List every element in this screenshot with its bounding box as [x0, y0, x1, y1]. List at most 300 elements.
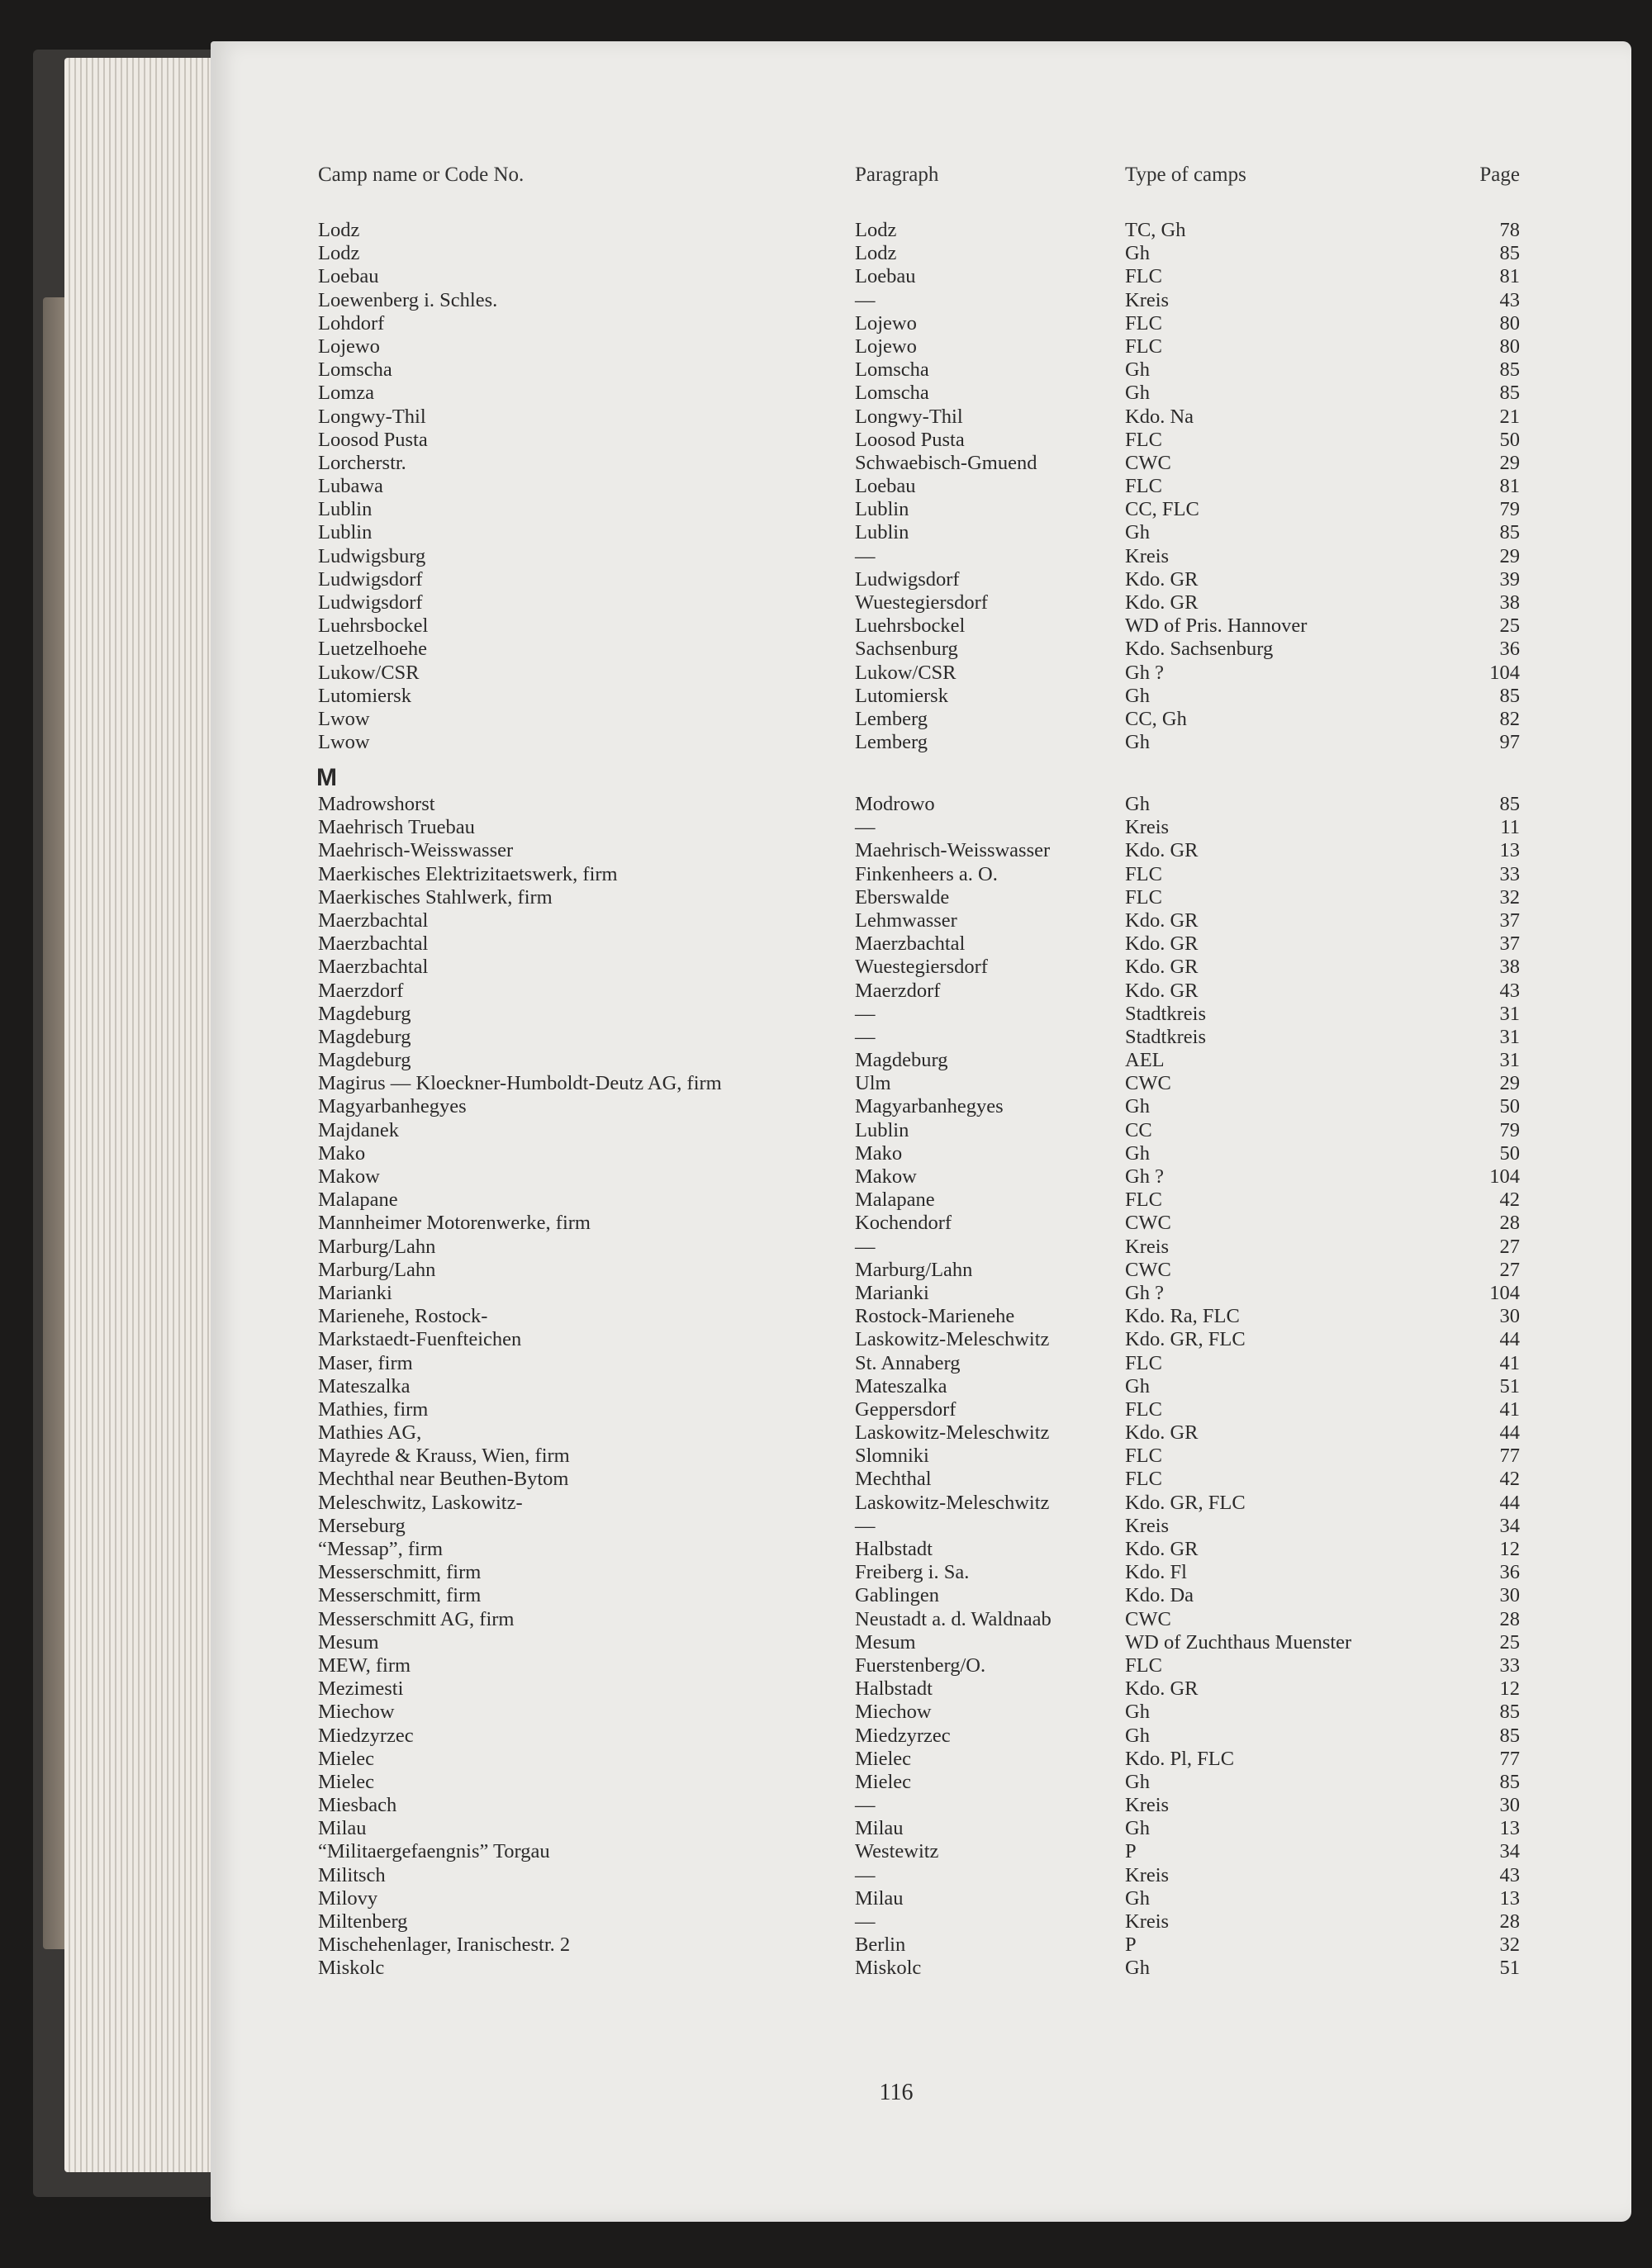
page-ref: 34: [1499, 1514, 1520, 1537]
camp-type: Gh: [1125, 1374, 1150, 1397]
index-entry: [211, 816, 1631, 839]
camp-type: Kdo. GR: [1125, 1538, 1199, 1560]
camp-name: Lomza: [318, 382, 375, 405]
index-entry: [211, 1957, 1631, 1980]
camp-type: FLC: [1125, 885, 1162, 909]
page-ref: 85: [1499, 793, 1520, 815]
paragraph: —: [855, 1002, 876, 1025]
page-ref: 41: [1499, 1351, 1520, 1374]
index-entry: [211, 1352, 1631, 1375]
paragraph: —: [855, 288, 876, 311]
camp-name: Messerschmitt, firm: [318, 1584, 482, 1607]
page-ref: 25: [1499, 1630, 1520, 1654]
camp-name: Maehrisch-Weisswasser: [318, 839, 514, 862]
camp-type: Gh ?: [1125, 1281, 1164, 1304]
camp-type: Kreis: [1125, 1235, 1170, 1258]
page-ref: 80: [1499, 311, 1520, 335]
paragraph: Lomscha: [855, 358, 929, 382]
camp-type: FLC: [1125, 1654, 1162, 1677]
camp-type: Gh: [1125, 1141, 1150, 1165]
camp-name: Lwow: [318, 707, 370, 730]
index-entry: [211, 1492, 1631, 1515]
index-entry: [211, 591, 1631, 614]
page-ref: 50: [1499, 1141, 1520, 1165]
paragraph: Luehrsbockel: [855, 614, 966, 638]
index-entry: [211, 1561, 1631, 1584]
camp-name: Magdeburg: [318, 1002, 411, 1025]
page-ref: 31: [1499, 1049, 1520, 1072]
index-entry: [211, 1398, 1631, 1421]
paragraph: Ludwigsdorf: [855, 567, 960, 591]
index-entry: [211, 219, 1631, 242]
paragraph: Magdeburg: [855, 1049, 948, 1072]
index-entry: [211, 886, 1631, 909]
page-ref: 80: [1499, 335, 1520, 358]
camp-name: Maser, firm: [318, 1351, 413, 1374]
page-ref: 85: [1499, 521, 1520, 544]
index-entry: [211, 335, 1631, 358]
camp-type: CWC: [1125, 1607, 1171, 1630]
paragraph: Sachsenburg: [855, 638, 958, 661]
page-ref: 85: [1499, 242, 1520, 265]
camp-name: Mayrede & Krauss, Wien, firm: [318, 1445, 570, 1468]
camp-type: CC, FLC: [1125, 498, 1199, 521]
paragraph: Lublin: [855, 498, 909, 521]
page-ref: 85: [1499, 1724, 1520, 1747]
index-entry: [211, 1748, 1631, 1771]
paragraph: Laskowitz-Meleschwitz: [855, 1491, 1050, 1514]
camp-name: MEW, firm: [318, 1654, 411, 1677]
camp-type: Kdo. Sachsenburg: [1125, 638, 1274, 661]
page-ref: 32: [1499, 1933, 1520, 1957]
paragraph: Maerzdorf: [855, 979, 941, 1002]
camp-name: Magirus — Kloeckner-Humboldt-Deutz AG, firm: [318, 1072, 722, 1095]
page-ref: 31: [1499, 1002, 1520, 1025]
camp-type: Gh: [1125, 1095, 1150, 1118]
page-ref: 42: [1499, 1189, 1520, 1212]
camp-name: Lomscha: [318, 358, 392, 382]
camp-name: Mathies, firm: [318, 1397, 429, 1421]
camp-name: Loosod Pusta: [318, 428, 428, 451]
section-letter-m: M: [316, 764, 337, 791]
camp-type: WD of Pris. Hannover: [1125, 614, 1308, 638]
camp-name: Lutomiersk: [318, 684, 411, 707]
paragraph: Berlin: [855, 1933, 906, 1957]
index-entry: [211, 382, 1631, 405]
camp-type: Kdo. GR, FLC: [1125, 1491, 1246, 1514]
camp-type: Gh ?: [1125, 1165, 1164, 1188]
camp-type: Kdo. GR: [1125, 956, 1199, 979]
camp-type: Kdo. Na: [1125, 405, 1194, 428]
header-camp-name: Camp name or Code No.: [318, 164, 525, 186]
page-ref: 77: [1499, 1445, 1520, 1468]
camp-type: Kreis: [1125, 1794, 1170, 1817]
camp-name: Lukow/CSR: [318, 661, 420, 684]
index-entry: [211, 1468, 1631, 1491]
paragraph: Slomniki: [855, 1445, 929, 1468]
page-ref: 85: [1499, 382, 1520, 405]
page-ref: 51: [1499, 1374, 1520, 1397]
paragraph: Maehrisch-Weisswasser: [855, 839, 1051, 862]
camp-name: Miskolc: [318, 1957, 385, 1980]
camp-type: Kdo. GR, FLC: [1125, 1328, 1246, 1351]
paragraph: Wuestegiersdorf: [855, 956, 988, 979]
paragraph: Lemberg: [855, 707, 928, 730]
camp-name: Maerzbachtal: [318, 909, 429, 932]
index-entry: [211, 1910, 1631, 1933]
paragraph: Freiberg i. Sa.: [855, 1561, 970, 1584]
index-entry: [211, 312, 1631, 335]
index-entry: [211, 1375, 1631, 1398]
camp-name: Maerkisches Elektrizitaetswerk, firm: [318, 862, 618, 885]
index-entry: [211, 1026, 1631, 1049]
camp-type: Gh: [1125, 731, 1150, 754]
page-ref: 36: [1499, 1561, 1520, 1584]
index-entry: [211, 614, 1631, 638]
paragraph: Schwaebisch-Gmuend: [855, 451, 1037, 474]
paragraph: Westewitz: [855, 1840, 939, 1863]
index-entry: [211, 1165, 1631, 1189]
camp-name: Lwow: [318, 731, 370, 754]
camp-name: Lubawa: [318, 475, 383, 498]
page-ref: 27: [1499, 1235, 1520, 1258]
camp-type: Gh ?: [1125, 661, 1164, 684]
camp-type: TC, Gh: [1125, 219, 1186, 241]
camp-name: Marburg/Lahn: [318, 1258, 436, 1281]
page-ref: 33: [1499, 1654, 1520, 1677]
page-ref: 43: [1499, 979, 1520, 1002]
page-ref: 21: [1499, 405, 1520, 428]
index-entry: [211, 1840, 1631, 1863]
paragraph: Lojewo: [855, 311, 917, 335]
camp-type: Kdo. GR: [1125, 979, 1199, 1002]
camp-name: Lorcherstr.: [318, 451, 406, 474]
paragraph: Milau: [855, 1817, 904, 1840]
camp-name: Lublin: [318, 498, 373, 521]
paragraph: Miechow: [855, 1701, 932, 1724]
page-ref: 31: [1499, 1025, 1520, 1048]
paragraph: Lemberg: [855, 731, 928, 754]
paragraph: —: [855, 816, 876, 839]
page-ref: 85: [1499, 684, 1520, 707]
paragraph: Lukow/CSR: [855, 661, 957, 684]
camp-name: Mischehenlager, Iranischestr. 2: [318, 1933, 571, 1957]
camp-name: Ludwigsdorf: [318, 591, 423, 614]
page-ref: 85: [1499, 1770, 1520, 1793]
camp-name: “Messap”, firm: [318, 1538, 444, 1560]
paragraph: Neustadt a. d. Waldnaab: [855, 1607, 1051, 1630]
index-entry: [211, 685, 1631, 708]
index-entry: [211, 1654, 1631, 1677]
paragraph: Eberswalde: [855, 885, 950, 909]
camp-type: Stadtkreis: [1125, 1025, 1206, 1048]
camp-name: Maehrisch Truebau: [318, 816, 475, 839]
camp-type: FLC: [1125, 1189, 1162, 1212]
camp-name: Merseburg: [318, 1514, 406, 1537]
page-ref: 37: [1499, 909, 1520, 932]
paragraph: Halbstadt: [855, 1677, 933, 1701]
page-ref: 29: [1499, 1072, 1520, 1095]
camp-type: FLC: [1125, 335, 1162, 358]
page-stack: [64, 58, 221, 2172]
camp-type: Kreis: [1125, 544, 1170, 567]
index-entry: [211, 545, 1631, 568]
camp-type: CWC: [1125, 1072, 1171, 1095]
index-entry: [211, 498, 1631, 521]
page-ref: 97: [1499, 731, 1520, 754]
camp-name: Mechthal near Beuthen-Bytom: [318, 1468, 569, 1491]
index-entry: [211, 358, 1631, 382]
paragraph: Longwy-Thil: [855, 405, 963, 428]
index-entry: [211, 1608, 1631, 1631]
camp-name: Mateszalka: [318, 1374, 411, 1397]
camp-name: Loebau: [318, 265, 379, 288]
camp-name: Lodz: [318, 219, 360, 241]
page-ref: 13: [1499, 1817, 1520, 1840]
camp-type: Gh: [1125, 358, 1150, 382]
index-entry: [211, 638, 1631, 661]
entries-m: [211, 793, 1631, 1981]
page-ref: 11: [1500, 816, 1520, 839]
camp-name: Malapane: [318, 1189, 398, 1212]
paragraph: Magyarbanhegyes: [855, 1095, 1004, 1118]
camp-type: Kreis: [1125, 288, 1170, 311]
paragraph: Marianki: [855, 1281, 929, 1304]
camp-type: CWC: [1125, 1212, 1171, 1235]
paragraph: Finkenheers a. O.: [855, 862, 998, 885]
index-entry: [211, 1236, 1631, 1259]
page-ref: 41: [1499, 1397, 1520, 1421]
index-entry: [211, 1305, 1631, 1328]
camp-type: Gh: [1125, 242, 1150, 265]
camp-name: Miesbach: [318, 1794, 397, 1817]
camp-type: FLC: [1125, 1445, 1162, 1468]
index-entry: [211, 242, 1631, 265]
camp-name: Majdanek: [318, 1118, 399, 1141]
camp-name: Milau: [318, 1817, 367, 1840]
page-number: 116: [879, 2080, 914, 2105]
camp-name: Lohdorf: [318, 311, 385, 335]
camp-type: CC, Gh: [1125, 707, 1187, 730]
page-ref: 13: [1499, 1886, 1520, 1910]
page-ref: 13: [1499, 839, 1520, 862]
page-ref: 28: [1499, 1607, 1520, 1630]
paragraph: Lojewo: [855, 335, 917, 358]
index-entry: [211, 1328, 1631, 1351]
page-ref: 39: [1499, 567, 1520, 591]
page-ref: 78: [1499, 219, 1520, 241]
camp-name: Messerschmitt AG, firm: [318, 1607, 515, 1630]
page-ref: 37: [1499, 932, 1520, 956]
header-paragraph: Paragraph: [855, 164, 939, 186]
paragraph: Malapane: [855, 1189, 935, 1212]
camp-name: Mielec: [318, 1770, 375, 1793]
page-ref: 79: [1499, 498, 1520, 521]
paragraph: Makow: [855, 1165, 917, 1188]
page-ref: 50: [1499, 1095, 1520, 1118]
camp-name: Luetzelhoehe: [318, 638, 427, 661]
index-entry: [211, 1212, 1631, 1235]
camp-name: Miedzyrzec: [318, 1724, 414, 1747]
index-entry: [211, 452, 1631, 475]
camp-name: Mezimesti: [318, 1677, 404, 1701]
paragraph: Mateszalka: [855, 1374, 947, 1397]
camp-type: Gh: [1125, 1886, 1150, 1910]
camp-type: FLC: [1125, 1468, 1162, 1491]
index-entry: [211, 1864, 1631, 1887]
paragraph: —: [855, 544, 876, 567]
paragraph: Lomscha: [855, 382, 929, 405]
camp-name: Maerzbachtal: [318, 932, 429, 956]
camp-name: Mako: [318, 1141, 366, 1165]
camp-type: Kdo. Ra, FLC: [1125, 1305, 1240, 1328]
index-entry: [211, 909, 1631, 932]
index-entry: [211, 475, 1631, 498]
index-entry: [211, 1677, 1631, 1701]
page-ref: 12: [1499, 1538, 1520, 1560]
camp-name: “Militaergefaengnis” Torgau: [318, 1840, 550, 1863]
camp-name: Makow: [318, 1165, 380, 1188]
camp-type: Kdo. GR: [1125, 1677, 1199, 1701]
paragraph: Miskolc: [855, 1957, 922, 1980]
paragraph: Mielec: [855, 1747, 912, 1770]
book-page: [211, 41, 1631, 2222]
index-entry: [211, 1584, 1631, 1607]
camp-name: Maerzbachtal: [318, 956, 429, 979]
page-ref: 30: [1499, 1794, 1520, 1817]
page-ref: 85: [1499, 1701, 1520, 1724]
camp-name: Mannheimer Motorenwerke, firm: [318, 1212, 591, 1235]
camp-type: CC: [1125, 1118, 1152, 1141]
index-entry: [211, 1072, 1631, 1095]
index-entry: [211, 568, 1631, 591]
paragraph: Lehmwasser: [855, 909, 957, 932]
index-entry: [211, 1119, 1631, 1142]
camp-name: Marienehe, Rostock-: [318, 1305, 488, 1328]
camp-type: Kdo. Fl: [1125, 1561, 1187, 1584]
index-entry: [211, 1003, 1631, 1026]
index-entry: [211, 1259, 1631, 1282]
header-page: Page: [1479, 164, 1520, 186]
camp-name: Meleschwitz, Laskowitz-: [318, 1491, 523, 1514]
header-type-of-camps: Type of camps: [1125, 164, 1246, 186]
camp-type: Kdo. Da: [1125, 1584, 1194, 1607]
camp-name: Miltenberg: [318, 1910, 408, 1933]
camp-name: Magdeburg: [318, 1049, 411, 1072]
page-ref: 33: [1499, 862, 1520, 885]
camp-type: Kdo. GR: [1125, 1421, 1199, 1445]
page-ref: 81: [1499, 475, 1520, 498]
paragraph: —: [855, 1025, 876, 1048]
page-ref: 27: [1499, 1258, 1520, 1281]
paragraph: Halbstadt: [855, 1538, 933, 1560]
paragraph: Wuestegiersdorf: [855, 591, 988, 614]
index-entry: [211, 1725, 1631, 1748]
page-ref: 82: [1499, 707, 1520, 730]
index-entry: [211, 793, 1631, 816]
index-entry: [211, 1189, 1631, 1212]
camp-name: Maerkisches Stahlwerk, firm: [318, 885, 553, 909]
camp-name: Mesum: [318, 1630, 379, 1654]
camp-type: Gh: [1125, 1770, 1150, 1793]
page-ref: 104: [1489, 1165, 1520, 1188]
paragraph: —: [855, 1235, 876, 1258]
page-ref: 79: [1499, 1118, 1520, 1141]
page-ref: 25: [1499, 614, 1520, 638]
paragraph: Fuerstenberg/O.: [855, 1654, 986, 1677]
camp-type: Kdo. GR: [1125, 567, 1199, 591]
camp-type: Kdo. GR: [1125, 591, 1199, 614]
camp-name: Miechow: [318, 1701, 395, 1724]
index-entry: [211, 1142, 1631, 1165]
index-entry: [211, 1095, 1631, 1118]
camp-name: Magyarbanhegyes: [318, 1095, 467, 1118]
paragraph: Geppersdorf: [855, 1397, 957, 1421]
index-entry: [211, 1771, 1631, 1794]
paragraph: Mielec: [855, 1770, 912, 1793]
index-entry: [211, 1631, 1631, 1654]
index-entry: [211, 1794, 1631, 1817]
index-entry: [211, 1887, 1631, 1910]
paragraph: Miedzyrzec: [855, 1724, 951, 1747]
camp-name: Longwy-Thil: [318, 405, 426, 428]
paragraph: Laskowitz-Meleschwitz: [855, 1328, 1050, 1351]
page-ref: 28: [1499, 1212, 1520, 1235]
paragraph: Maerzbachtal: [855, 932, 966, 956]
index-entry: [211, 429, 1631, 452]
page-ref: 50: [1499, 428, 1520, 451]
page-ref: 42: [1499, 1468, 1520, 1491]
index-entry: [211, 1049, 1631, 1072]
camp-type: CWC: [1125, 1258, 1171, 1281]
index-entry: [211, 956, 1631, 979]
page-ref: 43: [1499, 1863, 1520, 1886]
index-entry: [211, 708, 1631, 731]
paragraph: Gablingen: [855, 1584, 940, 1607]
index-entry: [211, 980, 1631, 1003]
index-entry: [211, 1445, 1631, 1468]
camp-type: Kreis: [1125, 816, 1170, 839]
paragraph: Mechthal: [855, 1468, 932, 1491]
camp-type: FLC: [1125, 475, 1162, 498]
camp-type: P: [1125, 1840, 1137, 1863]
paragraph: Lodz: [855, 219, 897, 241]
paragraph: Mako: [855, 1141, 903, 1165]
paragraph: Ulm: [855, 1072, 891, 1095]
page-ref: 77: [1499, 1747, 1520, 1770]
page-ref: 104: [1489, 661, 1520, 684]
camp-type: WD of Zuchthaus Muenster: [1125, 1630, 1352, 1654]
camp-name: Lublin: [318, 521, 373, 544]
camp-type: FLC: [1125, 311, 1162, 335]
camp-type: FLC: [1125, 862, 1162, 885]
index-entry: [211, 839, 1631, 862]
page-ref: 81: [1499, 265, 1520, 288]
camp-type: Gh: [1125, 1701, 1150, 1724]
paragraph: Modrowo: [855, 793, 935, 815]
camp-type: Gh: [1125, 684, 1150, 707]
camp-type: Gh: [1125, 521, 1150, 544]
camp-type: Gh: [1125, 1957, 1150, 1980]
page-ref: 44: [1499, 1328, 1520, 1351]
camp-type: Gh: [1125, 1817, 1150, 1840]
camp-name: Marianki: [318, 1281, 392, 1304]
paragraph: Lublin: [855, 521, 909, 544]
camp-type: Kdo. GR: [1125, 932, 1199, 956]
camp-type: FLC: [1125, 428, 1162, 451]
index-entry: [211, 289, 1631, 312]
paragraph: Loebau: [855, 475, 916, 498]
